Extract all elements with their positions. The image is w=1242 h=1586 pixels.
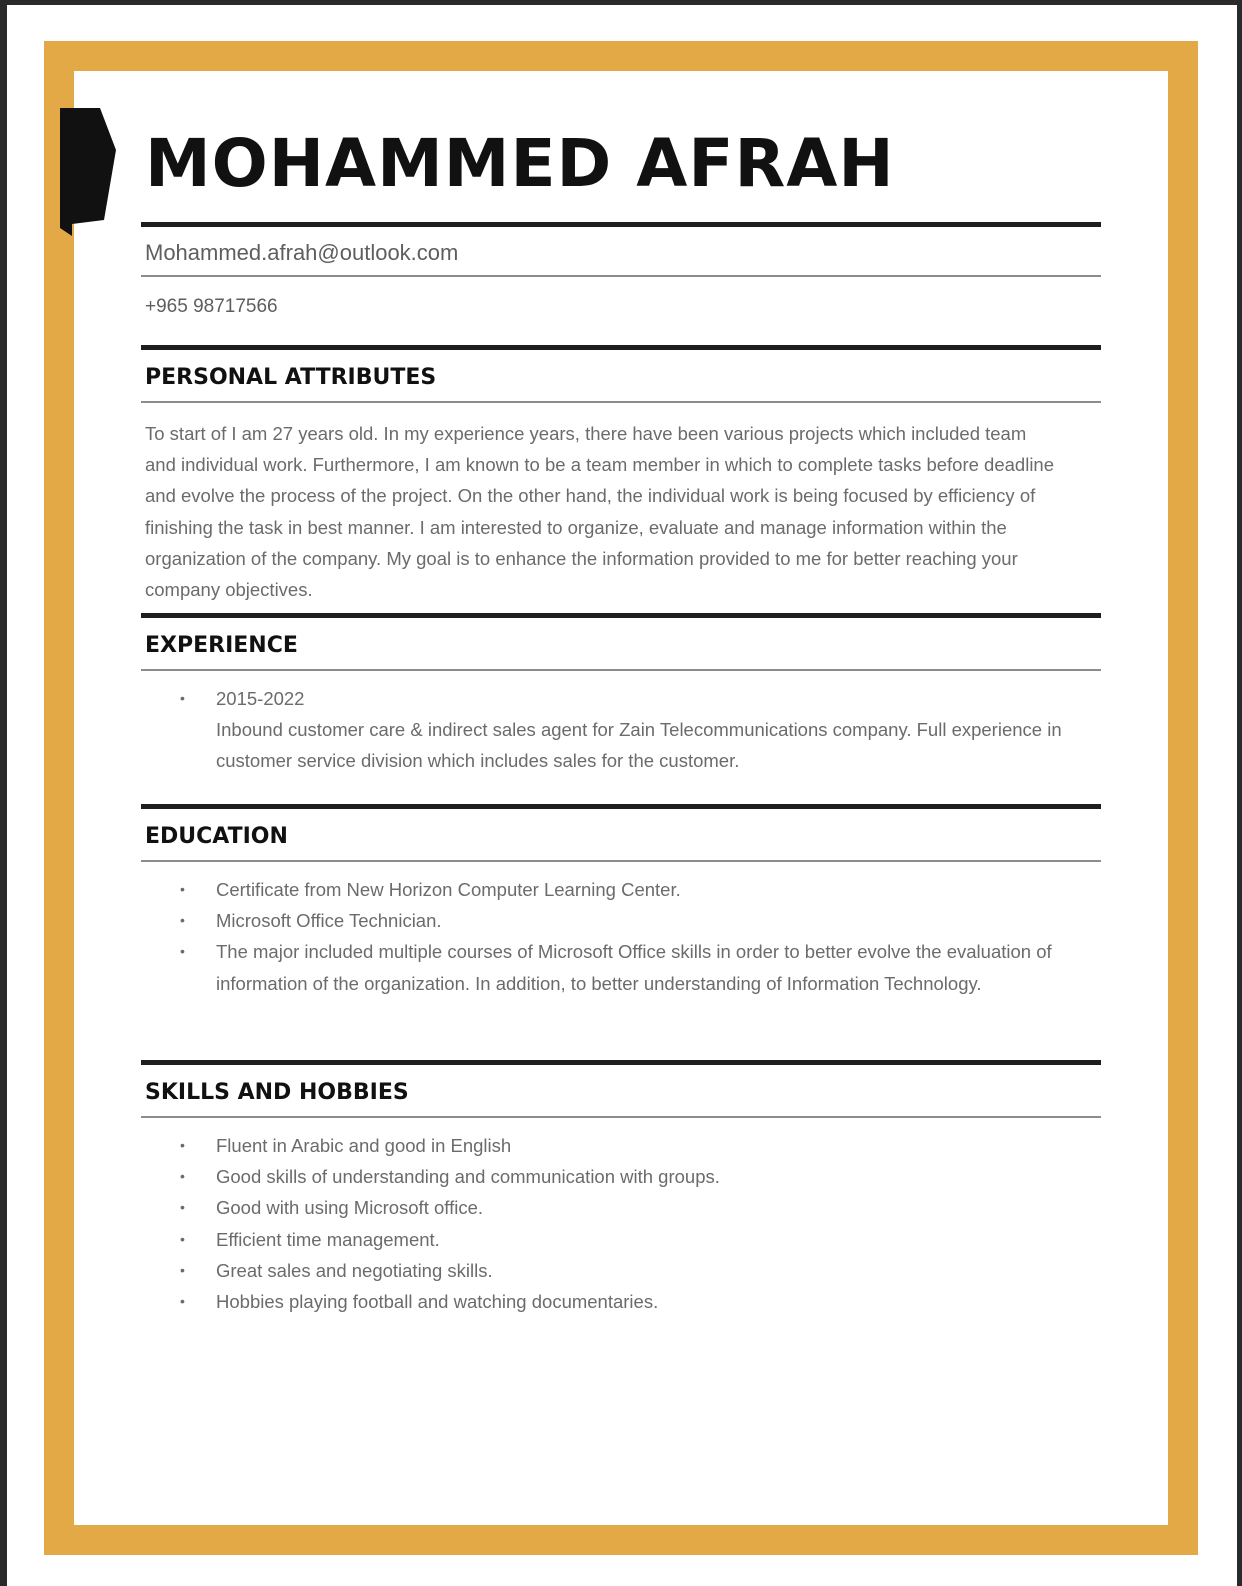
section-skills-hobbies — [141, 1065, 1101, 1338]
list-item — [141, 874, 1081, 905]
skills-list — [141, 1118, 1101, 1338]
list-item-text: The major included multiple courses of Microsoft Office skills in order to better evolve the evaluation of information of the organization. In addition, to better understanding of Information Technology. — [216, 941, 1052, 994]
personal-attributes-text: To start of I am 27 years old. In my experience years, there have been various projects which included team and individual work. Furthermore, I am known to be a team member in which to complete tasks before deadline and evolve the process of the project. On the other hand, the individual work is being focused by efficiency of finishing the task in best manner. I am interested to organize, evaluate and manage information within the organization of the company. My goal is to enhance the information provided to me for better reaching your company objectives. — [145, 423, 1055, 601]
experience-list — [141, 671, 1101, 804]
bullet-icon: • — [180, 1168, 185, 1185]
list-item-text: Great sales and negotiating skills. — [216, 1259, 493, 1281]
list-item — [141, 936, 1081, 998]
list-item — [141, 1224, 1081, 1255]
list-item-text: Efficient time management. — [216, 1228, 440, 1250]
section-experience — [141, 618, 1101, 804]
bullet-icon: • — [180, 1199, 185, 1216]
bullet-icon: • — [180, 690, 185, 706]
phone-number[interactable]: +965 98717566 — [145, 296, 278, 317]
header-tab-marker-icon — [60, 108, 116, 236]
section-title: EDUCATION — [145, 824, 288, 849]
list-item-text: Good skills of understanding and communication with groups. — [216, 1166, 720, 1188]
bullet-icon: • — [180, 1261, 185, 1278]
bullet-icon: • — [180, 881, 185, 897]
list-item — [141, 1130, 1081, 1161]
resume-content — [141, 110, 1101, 1338]
list-item — [141, 1255, 1081, 1286]
bullet-icon: • — [180, 912, 185, 929]
bullet-icon: • — [180, 1230, 185, 1247]
experience-description: Inbound customer care & indirect sales agent for Zain Telecommunications company. Full experience in customer service division which includes sales for the customer. — [216, 719, 1062, 772]
section-title: PERSONAL ATTRIBUTES — [145, 365, 437, 390]
section-education — [141, 809, 1101, 1060]
section-title: EXPERIENCE — [145, 633, 298, 658]
list-item-text: Microsoft Office Technician. — [216, 910, 442, 932]
experience-years: 2015-2022 — [216, 688, 305, 709]
bullet-icon: • — [180, 943, 185, 960]
list-item-text: Fluent in Arabic and good in English — [216, 1135, 512, 1156]
bullet-icon: • — [180, 1293, 185, 1310]
candidate-name: MOHAMMED AFRAH — [145, 125, 895, 202]
list-item-text: Hobbies playing football and watching documentaries. — [216, 1291, 659, 1313]
section-personal-attributes — [141, 350, 1101, 613]
email-address[interactable]: Mohammed.afrah@outlook.com — [145, 240, 459, 265]
list-item — [141, 1286, 1081, 1317]
list-item — [141, 1192, 1081, 1223]
list-item — [141, 905, 1081, 936]
section-title: SKILLS AND HOBBIES — [145, 1080, 409, 1105]
list-item-text: Certificate from New Horizon Computer Learning Center. — [216, 879, 681, 900]
education-list — [141, 862, 1101, 1060]
list-item — [141, 683, 1081, 777]
list-item-text: Good with using Microsoft office. — [216, 1197, 484, 1219]
bullet-icon: • — [180, 1137, 185, 1153]
list-item — [141, 1161, 1081, 1192]
